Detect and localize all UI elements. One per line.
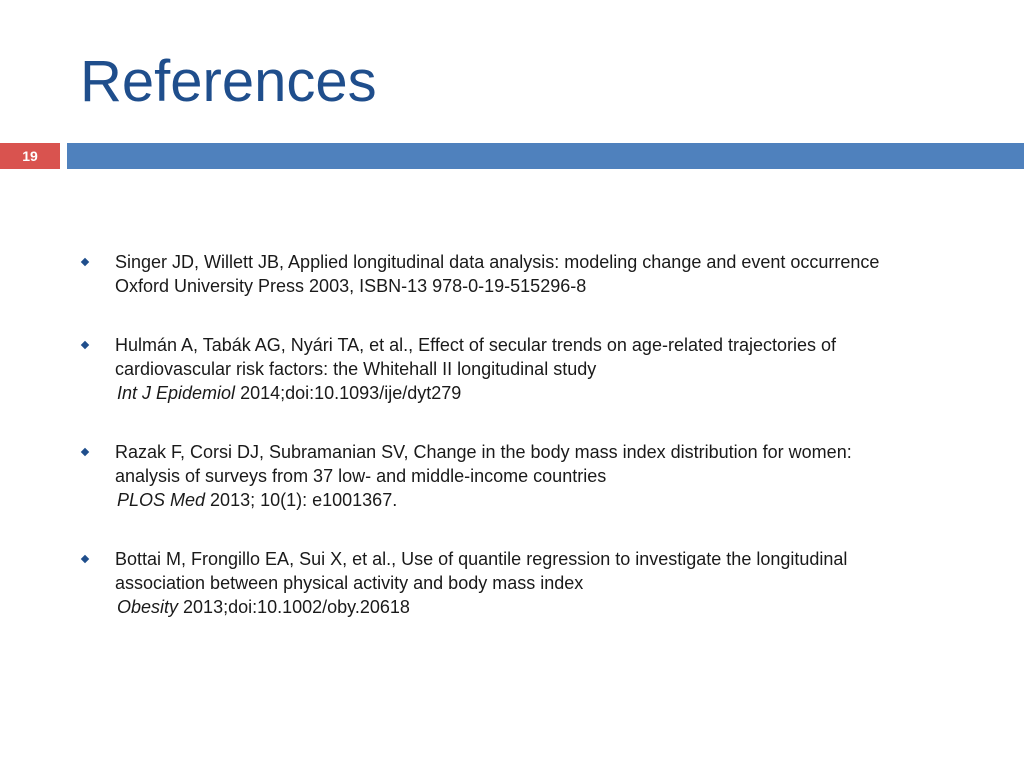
references-list	[80, 250, 980, 654]
journal-name: PLOS Med	[117, 490, 206, 510]
reference-line: cardiovascular risk factors: the Whitehall II longitudinal study	[115, 359, 597, 379]
reference-line: analysis of surveys from 37 low- and middle-income countries	[115, 466, 607, 486]
diamond-bullet-icon	[81, 258, 89, 266]
journal-details: 2014;doi:10.1093/ije/dyt279	[235, 383, 462, 403]
reference-line: association between physical activity and body mass index	[115, 573, 584, 593]
journal-name: Obesity	[117, 597, 179, 617]
reference-item	[80, 547, 980, 619]
reference-line: Singer JD, Willett JB, Applied longitudinal data analysis: modeling change and event occurrence	[115, 252, 880, 272]
page-number-badge: 19	[0, 143, 60, 169]
reference-journal-line	[115, 488, 980, 512]
reference-line: Bottai M, Frongillo EA, Sui X, et al., Use of quantile regression to investigate the longitudinal	[115, 549, 848, 569]
reference-item	[80, 440, 980, 512]
journal-details: 2013; 10(1): e1001367.	[205, 490, 398, 510]
reference-journal-line	[115, 381, 980, 405]
reference-line: Hulmán A, Tabák AG, Nyári TA, et al., Effect of secular trends on age-related trajectories of	[115, 335, 837, 355]
journal-name: Int J Epidemiol	[117, 383, 236, 403]
journal-details: 2013;doi:10.1002/oby.20618	[178, 597, 410, 617]
reference-line: Razak F, Corsi DJ, Subramanian SV, Change in the body mass index distribution for women:	[115, 442, 852, 462]
diamond-bullet-icon	[81, 448, 89, 456]
reference-line: Oxford University Press 2003, ISBN-13 978-0-19-515296-8	[115, 276, 587, 296]
reference-journal-line	[115, 595, 980, 619]
diamond-bullet-icon	[81, 555, 89, 563]
reference-item	[80, 333, 980, 405]
title-divider-bar	[67, 143, 1024, 169]
slide-title: References	[80, 49, 377, 114]
diamond-bullet-icon	[81, 341, 89, 349]
reference-item	[80, 250, 980, 298]
